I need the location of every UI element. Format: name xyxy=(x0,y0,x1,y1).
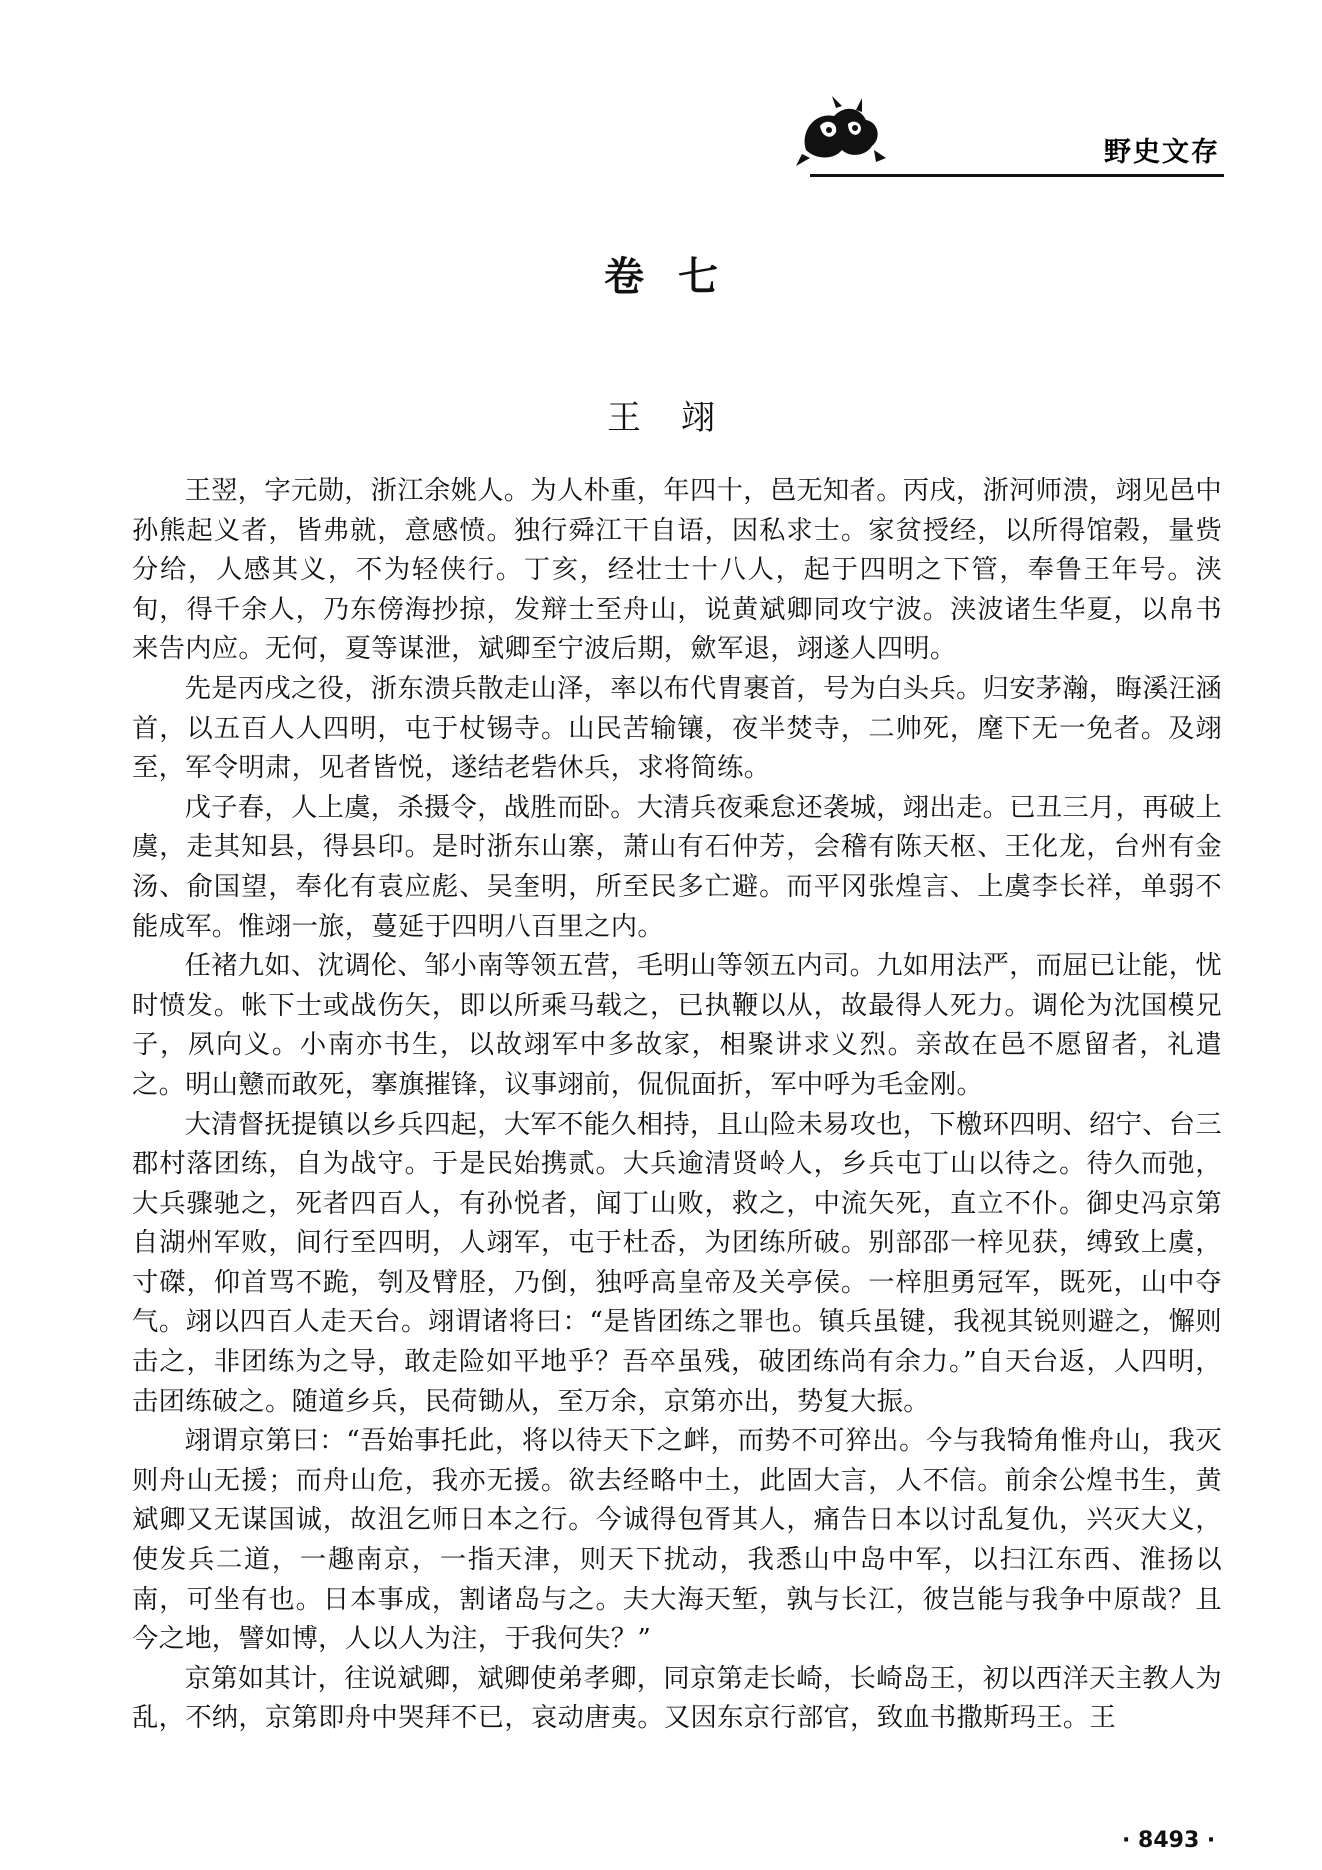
series-title: 野史文存 xyxy=(1104,137,1220,168)
header-rule xyxy=(810,174,1224,177)
paragraph: 先是丙戌之役，浙东溃兵散走山泽，率以布代胄裹首，号为白头兵。归安茅瀚，晦溪汪涵首，以五百人人四明，屯于杖锡寺。山民苦输镶，夜半焚寺，二帅死，麾下无一免者。及翊至，军令明肃，见者皆悦，遂结老砦休兵，求将简练。 xyxy=(132,673,1222,784)
paragraph: 任褚九如、沈调伦、邹小南等领五营，毛明山等领五内司。九如用法严，而屈已让能，忧时愤发。帐下士或战伤矢，即以所乘马载之，已执鞭以从，故最得人死力。调伦为沈国模兄子，夙向义。小南亦书生，以故翊军中多故家，相聚讲求义烈。亲故在邑不愿留者，礼遣之。明山戆而敢死，搴旗摧锋，议事翊前，侃侃面折，军中呼为毛金刚。 xyxy=(132,951,1222,1100)
paragraph: 戊子春，人上虞，杀摄令，战胜而卧。大清兵夜乘怠还袭城，翊出走。已丑三月，再破上虞，走其知县，得县印。是时浙东山寨，萧山有石仲芳，会稽有陈天枢、王化龙，台州有金汤、俞国望，奉化有袁应彪、吴奎明，所至民多亡避。而平冈张煌言、上虞李长祥，单弱不能成军。惟翊一旅，蔓延于四明八百里之内。 xyxy=(132,792,1222,942)
dragon-emblem-icon xyxy=(796,92,886,172)
chapter-title: 卷七 xyxy=(604,254,752,300)
body-text xyxy=(132,472,1222,1739)
paragraph: 京第如其计，往说斌卿，斌卿使弟孝卿，同京第走长崎，长崎岛王，初以西洋天主教人为乱，不纳，京第即舟中哭拜不已，哀动唐夷。又因东京行部官，致血书撒斯玛王。王 xyxy=(132,1663,1222,1734)
page-number: · 8493 · xyxy=(1122,1828,1216,1853)
paragraph: 王翌，字元勋，浙江余姚人。为人朴重，年四十，邑无知者。丙戌，浙河师溃，翊见邑中孙熊起义者，皆弗就，意感愤。独行舜江干自语，因私求士。家贫授经，以所得馆榖，量赀分给，人感其义，不为轻侠行。丁亥，经壮士十八人，起于四明之下管，奉鲁王年号。浃旬，得千余人，乃东傍海抄掠，发辩士至舟山，说黄斌卿同攻宁波。浃波诸生华夏，以帛书来告内应。无何，夏等谋泄，斌卿至宁波后期，歛军退，翊遂人四明。 xyxy=(132,476,1222,665)
section-title: 王翊 xyxy=(607,398,755,438)
paragraph: 大清督抚提镇以乡兵四起，大军不能久相持，且山险未易攻也，下檄环四明、绍宁、台三郡村落团练，自为战守。于是民始携贰。大兵逾清贤岭人，乡兵屯丁山以待之。待久而弛，大兵骤驰之，死者四百人，有孙悦者，闻丁山败，救之，中流矢死，直立不仆。御史冯京第自湖州军败，间行至四明，人翊军，屯于杜岙，为团练所破。别部邵一梓见获，缚致上虞，寸磔，仰首骂不跪，刳及臂胫，乃倒，独呼高皇帝及关亭侯。一梓胆勇冠军，既死，山中夺气。翊以四百人走天台。翊谓诸将曰：“是皆团练之罪也。镇兵虽键，我视其锐则避之，懈则击之，非团练为之导，敢走险如平地乎？吾卒虽残，破团练尚有余力。”自天台返，人四明，击团练破之。随道乡兵，民荷锄从，至万余，京第亦出，势复大振。 xyxy=(132,1109,1222,1417)
running-header xyxy=(796,92,1224,172)
paragraph: 翊谓京第曰：“吾始事托此，将以待天下之衅，而势不可猝出。今与我犄角惟舟山，我灭则舟山无援；而舟山危，我亦无援。欲去经略中土，此固大言，人不信。前余公煌书生，黄斌卿又无谋国诚，故沮乞师日本之行。今诚得包胥其人，痛告日本以讨乱复仇，兴灭大义，使发兵二道，一趣南京，一指天津，则天下扰动，我悉山中岛中军，以扫江东西、淮扬以南，可坐有也。日本事成，割诸岛与之。夫大海天堑，孰与长江，彼岂能与我争中原哉？且今之地，譬如博，人以人为注，于我何失？” xyxy=(132,1426,1222,1655)
